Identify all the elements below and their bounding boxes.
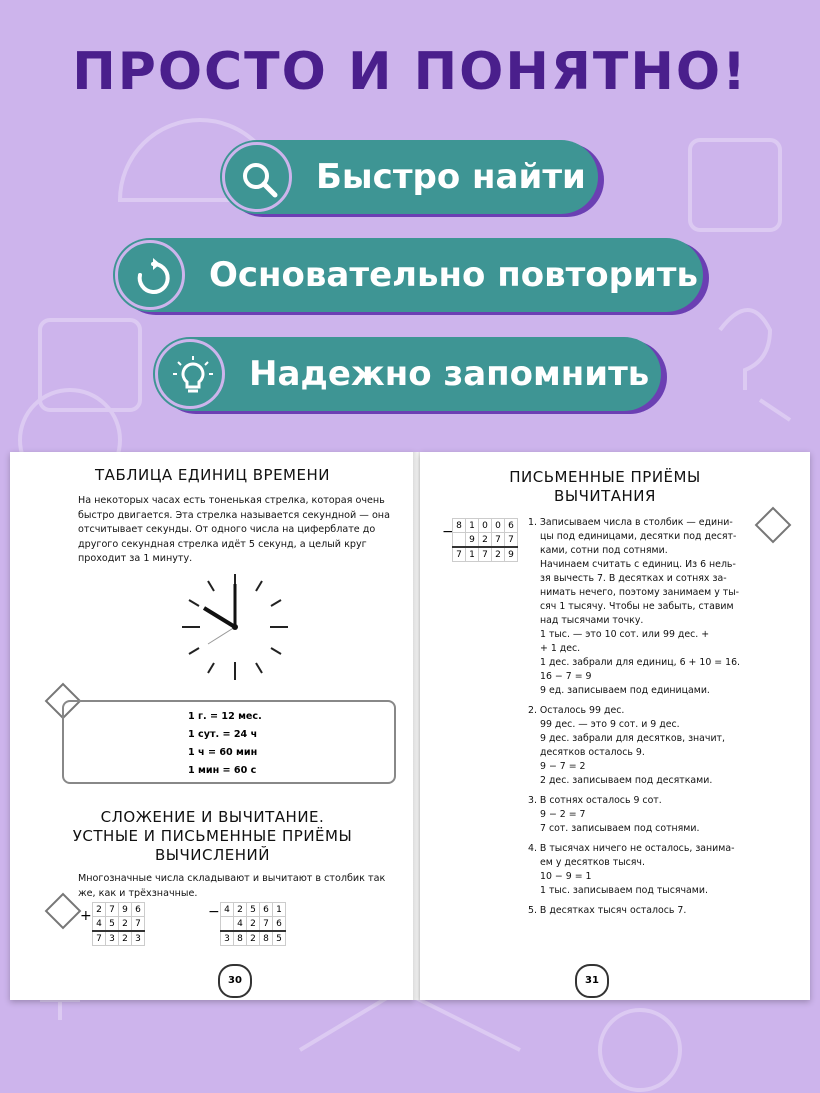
addition-sign: + [80,908,92,924]
step-line: 1. Записываем числа в столбик — едини- [528,517,733,528]
clock-illustration [178,570,292,684]
left-page-title: ТАБЛИЦА ЕДИНИЦ ВРЕМЕНИ [95,466,330,484]
subtraction-sign-right: − [442,524,454,540]
section-text: Многозначные числа складывают и вычитают в столбик так же, как и трёхзначные. [78,873,386,899]
step-line: ем у десятков тысяч. [540,857,645,868]
step-line: 16 − 7 = 9 [540,671,592,682]
page-number-right: 31 [575,964,609,998]
step-line: 4. В тысячах ничего не осталось, занима- [528,843,735,854]
feature-find [220,140,598,214]
unit-minute: 1 мин = 60 с [188,765,257,776]
feature-remember-label: Надежно запомнить [249,354,650,394]
magnifier-icon [222,142,292,212]
step-line: 9 − 2 = 7 [540,809,586,820]
feature-remember [153,337,661,411]
step-line: зя вычесть 7. В десятках и сотнях за- [540,573,727,584]
section-title-line2: УСТНЫЕ И ПИСЬМЕННЫЕ ПРИЁМЫ [72,827,353,845]
lightbulb-icon [155,339,225,409]
left-page-intro: На некоторых часах есть тоненькая стрелка, которая очень быстро двигается. Эта стрелка называется секундной — она отсчитывает секунды. От одного числа на циферблате до другого секундная стрелка идёт 5 секунд, а целый круг проходит за 1 минуту. [78,495,390,564]
step-line: 10 − 9 = 1 [540,871,592,882]
hint-icon [45,893,82,930]
unit-day: 1 сут. = 24 ч [188,729,258,740]
step-line: 2 дес. записываем под десятками. [540,775,713,786]
unit-year: 1 г. = 12 мес. [188,711,262,722]
step-line: над тысячами точку. [540,615,644,626]
step-line: + 1 дес. [540,643,581,654]
step-line: 99 дес. — это 9 сот. и 9 дес. [540,719,680,730]
step-line: сяч 1 тысячу. Чтобы не забыть, ставим [540,601,734,612]
headline: ПРОСТО И ПОНЯТНО! [72,42,748,102]
step-line: 1 дес. забрали для единиц, 6 + 10 = 16. [540,657,741,668]
step-line: цы под единицами, десятки под десят- [540,531,737,542]
step-line: ками, сотни под сотнями. [540,545,668,556]
book-page-right [420,452,810,1000]
section-title-line1: СЛОЖЕНИЕ И ВЫЧИТАНИЕ. [100,808,325,826]
refresh-icon [115,240,185,310]
subtraction-sign: − [208,904,220,920]
time-units-box [62,700,396,784]
addition-grid: 2 7 9 6 4 5 2 7 7 3 2 3 [92,902,145,946]
subtraction-steps [528,516,778,918]
section-title-line3: ВЫЧИСЛЕНИЙ [155,846,270,864]
step-line: Начинаем считать с единиц. Из 6 нель- [540,559,736,570]
step-line: 5. В десятках тысяч осталось 7. [528,905,687,916]
step-line: 9 ед. записываем под единицами. [540,685,710,696]
subtraction-grid-right: 8 1 0 0 6 9 2 7 7 7 1 7 2 9 [452,518,518,562]
unit-hour: 1 ч = 60 мин [188,747,258,758]
feature-repeat [113,238,703,312]
step-line: 3. В сотнях осталось 9 сот. [528,795,662,806]
book-page-left [10,452,415,1000]
step-line: нимать нечего, поэтому занимаем у ты- [540,587,740,598]
step-line: 1 тыс. записываем под тысячами. [540,885,708,896]
right-page-title-line1: ПИСЬМЕННЫЕ ПРИЁМЫ [509,468,701,486]
page-number-left: 30 [218,964,252,998]
right-page-title-line2: ВЫЧИТАНИЯ [554,487,656,505]
step-line: 2. Осталось 99 дес. [528,705,625,716]
feature-find-label: Быстро найти [316,157,586,197]
feature-repeat-label: Основательно повторить [209,255,699,295]
step-line: 1 тыс. — это 10 сот. или 99 дес. + [540,629,710,640]
step-line: 9 дес. забрали для десятков, значит, [540,733,725,744]
subtraction-grid-left: 4 2 5 6 1 4 2 7 6 3 8 2 8 5 [220,902,286,946]
step-line: 7 сот. записываем под сотнями. [540,823,700,834]
step-line: десятков осталось 9. [540,747,645,758]
step-line: 9 − 7 = 2 [540,761,586,772]
